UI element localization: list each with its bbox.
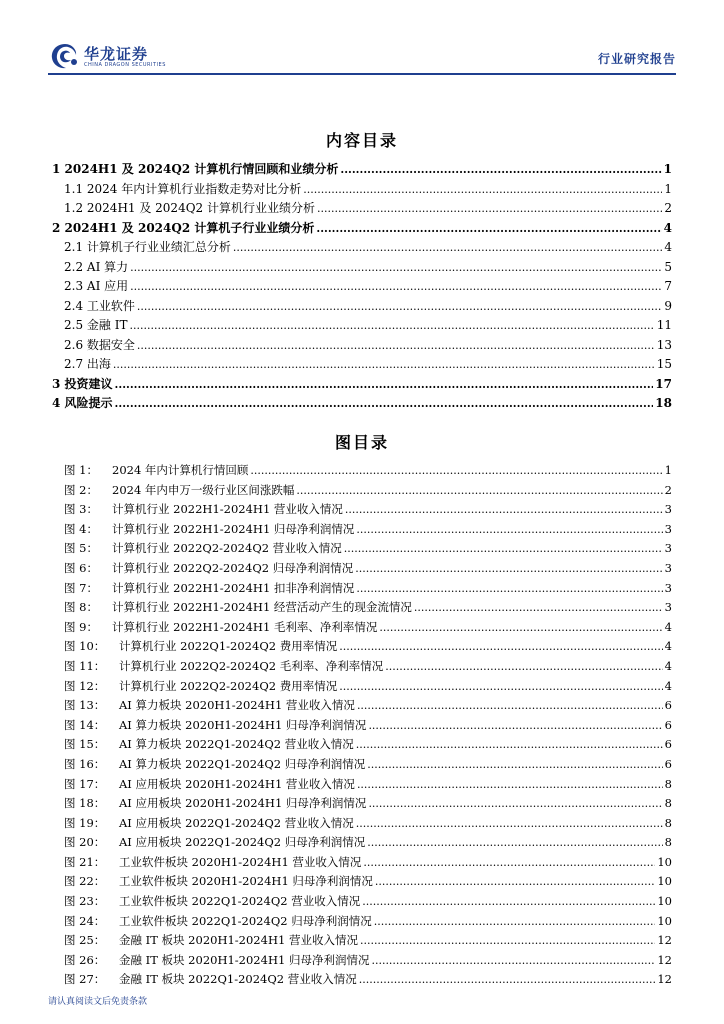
toc-entry-page: 17 [655,376,672,391]
figure-entry-label: AI 应用板块 2020H1-2024H1 营业收入情况 [119,776,355,791]
figure-entry[interactable] [64,560,672,580]
figure-entry-page: 4 [664,678,672,693]
toc-entry-page: 4 [664,240,672,254]
figure-entry-page: 3 [664,541,672,556]
toc-entry[interactable] [52,355,672,375]
leader-dots [356,737,663,751]
figure-entry-page: 3 [664,521,672,536]
toc-entry-page: 15 [656,357,672,371]
figure-entry-label: 计算机行业 2022Q2-2024Q2 营业收入情况 [112,541,342,556]
figure-entry-label: 计算机行业 2022H1-2024H1 经营活动产生的现金流情况 [112,600,412,615]
leader-dots [130,279,662,293]
figure-number: 图 14： [64,717,106,732]
figure-number: 图 27： [64,972,106,987]
toc-entry-label: 4 风险提示 [52,396,113,410]
toc-title: 内容目录 [325,131,398,150]
figure-list [64,462,672,991]
figure-entry-label: 2024 年内计算机行情回顾 [112,463,249,477]
leader-dots [379,620,662,634]
figure-entry-page: 6 [664,698,672,713]
figure-number: 图 20： [64,835,106,850]
figure-number: 图 2： [64,482,98,497]
toc-entry-label: 2.7 出海 [64,357,111,371]
figure-entry-label: AI 算力板块 2022Q1-2024Q2 营业收入情况 [119,737,354,752]
leader-dots [137,338,655,352]
figure-entry-page: 12 [657,972,672,987]
figure-number: 图 15： [64,737,106,752]
figure-number: 图 18： [64,796,106,811]
figure-number: 图 17： [64,776,106,791]
figure-entry-label: AI 应用板块 2020H1-2024H1 归母净利润情况 [119,796,367,811]
figure-entry-page: 10 [657,854,672,869]
leader-dots [115,396,654,410]
figure-entry[interactable] [64,501,672,521]
leader-dots [303,182,662,196]
leader-dots [371,953,655,967]
figure-entry[interactable] [64,854,672,874]
figure-entry-page: 3 [664,502,672,517]
leader-dots [355,561,662,575]
figure-entry[interactable] [64,932,672,952]
figure-entry-label: 计算机行业 2022Q2-2024Q2 归母净利润情况 [112,560,354,575]
figure-entry[interactable] [64,776,672,796]
leader-dots [368,796,662,810]
figure-entry[interactable] [64,540,672,560]
figure-entry-label: 工业软件板块 2022Q1-2024Q2 归母净利润情况 [119,913,372,928]
toc-entry-page: 5 [664,259,672,274]
leader-dots [356,522,662,536]
header-divider [48,73,676,75]
leader-dots [359,972,656,986]
figure-number: 图 5： [64,541,98,556]
figure-entry-page: 3 [664,560,672,575]
figure-entry-label: AI 应用板块 2022Q1-2024Q2 营业收入情况 [119,815,354,830]
figure-entry-page: 10 [657,913,672,928]
figure-entry-label: 计算机行业 2022Q2-2024Q2 毛利率、净利率情况 [119,658,384,673]
leader-dots [130,260,662,274]
figure-entry-page: 8 [664,796,672,811]
figure-entry[interactable] [64,462,672,482]
toc-entry-page: 4 [663,220,672,235]
figure-entry[interactable] [64,658,672,678]
figure-entry[interactable] [64,952,672,972]
figure-entry-label: 计算机行业 2022H1-2024H1 营业收入情况 [112,502,343,517]
leader-dots [385,659,662,673]
toc-entry[interactable] [52,375,672,395]
figure-entry-page: 1 [664,463,672,477]
toc-entry[interactable] [52,219,672,239]
figure-entry-label: 金融 IT 板块 2022Q1-2024Q2 营业收入情况 [119,972,357,987]
toc-entry-label: 2.2 AI 算力 [64,259,129,274]
figure-entry-page: 8 [664,815,672,830]
figure-number: 图 8： [64,600,98,615]
toc-entry[interactable] [52,238,672,258]
leader-dots [340,162,661,176]
leader-dots [137,299,662,313]
figure-entry[interactable] [64,756,672,776]
figure-entry-page: 4 [664,658,672,673]
toc-entry-label: 2.5 金融 IT [64,318,128,332]
toc-entry-label: 2.1 计算机子行业业绩汇总分析 [64,240,231,254]
figure-number: 图 13： [64,698,106,713]
leader-dots [233,240,662,254]
figure-entry-label: 工业软件板块 2020H1-2024H1 营业收入情况 [119,854,362,869]
figure-entry-page: 3 [664,600,672,615]
leader-dots [414,600,663,614]
figure-entry[interactable] [64,971,672,991]
figure-number: 图 16： [64,756,106,771]
figure-number: 图 25： [64,933,106,948]
figure-entry[interactable] [64,521,672,541]
page-header [48,40,676,72]
figure-entry[interactable] [64,913,672,933]
toc-entry-label: 2.4 工业软件 [64,298,135,313]
logo-text: 华龙证券 [84,45,149,63]
figure-entry-label: AI 算力板块 2020H1-2024H1 归母净利润情况 [119,717,367,732]
figure-entry-page: 6 [664,717,672,732]
leader-dots [357,777,663,791]
leader-dots [250,463,662,477]
figure-entry-page: 4 [664,639,672,654]
toc-entry-page: 1 [663,162,672,176]
leader-dots [339,679,662,693]
toc-entry[interactable] [52,297,672,317]
figure-number: 图 6： [64,560,98,575]
figure-entry[interactable] [64,795,672,815]
leader-dots [316,221,661,235]
figure-entry[interactable] [64,717,672,737]
figure-entry-label: 计算机行业 2022H1-2024H1 扣非净利润情况 [112,580,355,595]
figure-entry[interactable] [64,697,672,717]
figure-entry[interactable] [64,482,672,502]
figure-entry-page: 8 [664,776,672,791]
figure-number: 图 23： [64,894,106,909]
toc-entry[interactable] [52,316,672,336]
figure-entry-label: 工业软件板块 2022Q1-2024Q2 营业收入情况 [119,894,361,909]
figure-number: 图 21： [64,854,106,869]
figure-entry-label: 计算机行业 2022Q2-2024Q2 费用率情况 [119,678,338,693]
toc-entry[interactable] [52,394,672,414]
figure-entry-page: 12 [657,933,672,948]
figure-number: 图 22： [64,874,106,889]
leader-dots [345,502,663,516]
dragon-logo-icon [50,42,80,70]
figure-entry-label: 计算机行业 2022Q1-2024Q2 费用率情况 [119,639,338,654]
figure-entry-page: 10 [657,894,672,909]
toc-entry[interactable] [52,180,672,200]
figure-entry-label: 工业软件板块 2020H1-2024H1 归母净利润情况 [119,874,373,889]
figure-entry-label: 计算机行业 2022H1-2024H1 毛利率、净利率情况 [112,619,378,634]
report-type-label: 行业研究报告 [597,52,676,66]
figure-entry[interactable] [64,893,672,913]
figure-entry[interactable] [64,736,672,756]
toc-entry-page: 18 [655,396,672,410]
leader-dots [356,816,663,830]
leader-dots [344,541,663,555]
leader-dots [360,933,655,947]
toc-entry[interactable] [52,199,672,219]
figure-entry-page: 4 [664,619,672,634]
toc-entry-label: 2 2024H1 及 2024Q2 计算机子行业业绩分析 [52,220,315,235]
figure-entry-label: AI 应用板块 2022Q1-2024Q2 归母净利润情况 [119,835,366,850]
figure-entry[interactable] [64,678,672,698]
leader-dots [362,894,655,908]
leader-dots [375,874,655,888]
leader-dots [115,377,654,391]
figure-entry-label: 金融 IT 板块 2020H1-2024H1 营业收入情况 [119,933,358,948]
figure-entry-label: 2024 年内申万一级行业区间涨跌幅 [112,482,295,497]
toc-entry-page: 9 [664,298,672,313]
toc-entry-page: 1 [664,181,672,196]
toc-entry[interactable] [52,277,672,297]
figure-entry-label: AI 算力板块 2022Q1-2024Q2 归母净利润情况 [119,756,366,771]
figure-number: 图 4： [64,521,98,536]
toc-entry[interactable] [52,336,672,356]
figure-entry-page: 2 [664,482,672,497]
leader-dots [357,698,663,712]
leader-dots [367,835,662,849]
figure-number: 图 24： [64,913,106,928]
toc-entry-label: 1.2 2024H1 及 2024Q2 计算机行业业绩分析 [64,201,315,215]
figure-entry[interactable] [64,580,672,600]
leader-dots [374,914,656,928]
leader-dots [363,855,655,869]
logo-subtext: CHINA DRAGON SECURITIES [84,62,166,68]
figure-entry-page: 8 [664,835,672,850]
toc-entry[interactable] [52,160,672,180]
figure-entry-label: 计算机行业 2022H1-2024H1 归母净利润情况 [112,521,355,536]
figure-entry-page: 6 [664,737,672,752]
figure-entry[interactable] [64,815,672,835]
figure-entry[interactable] [64,873,672,893]
figure-number: 图 7： [64,580,98,595]
figure-number: 图 26： [64,952,106,967]
figure-entry[interactable] [64,599,672,619]
figure-number: 图 11： [64,658,106,673]
toc-entry-label: 2.3 AI 应用 [64,279,129,293]
leader-dots [296,483,662,497]
toc-entry-page: 11 [656,318,672,332]
figure-number: 图 9： [64,619,98,634]
leader-dots [356,581,662,595]
toc-entry[interactable] [52,258,672,278]
figure-number: 图 12： [64,678,106,693]
toc-entry-label: 3 投资建议 [52,376,113,391]
toc-entry-page: 2 [664,201,672,215]
figure-entry-page: 10 [657,874,672,889]
toc-entry-page: 13 [656,337,672,352]
table-of-contents [52,160,672,414]
figure-entry-page: 6 [664,756,672,771]
figure-number: 图 1： [64,463,98,477]
figure-entry-label: AI 算力板块 2020H1-2024H1 营业收入情况 [119,698,355,713]
figure-entry[interactable] [64,834,672,854]
figure-entry-page: 12 [657,952,672,967]
figure-number: 图 3： [64,502,98,517]
figure-entry[interactable] [64,619,672,639]
footer-disclaimer: 请认真阅读文后免责条款 [48,997,148,1007]
company-logo [48,40,168,72]
toc-entry-label: 1 2024H1 及 2024Q2 计算机行情回顾和业绩分析 [52,162,339,176]
toc-entry-label: 1.1 2024 年内计算机行业指数走势对比分析 [64,181,302,196]
leader-dots [113,357,655,371]
leader-dots [368,718,662,732]
figure-entry[interactable] [64,638,672,658]
leader-dots [339,639,662,653]
figure-list-title: 图目录 [334,433,389,452]
leader-dots [317,201,662,215]
figure-entry-page: 3 [664,580,672,595]
leader-dots [367,757,662,771]
leader-dots [129,318,654,332]
figure-number: 图 19： [64,815,106,830]
toc-entry-label: 2.6 数据安全 [64,337,135,352]
figure-number: 图 10： [64,639,106,654]
figure-entry-label: 金融 IT 板块 2020H1-2024H1 归母净利润情况 [119,952,370,967]
toc-entry-page: 7 [664,279,672,293]
